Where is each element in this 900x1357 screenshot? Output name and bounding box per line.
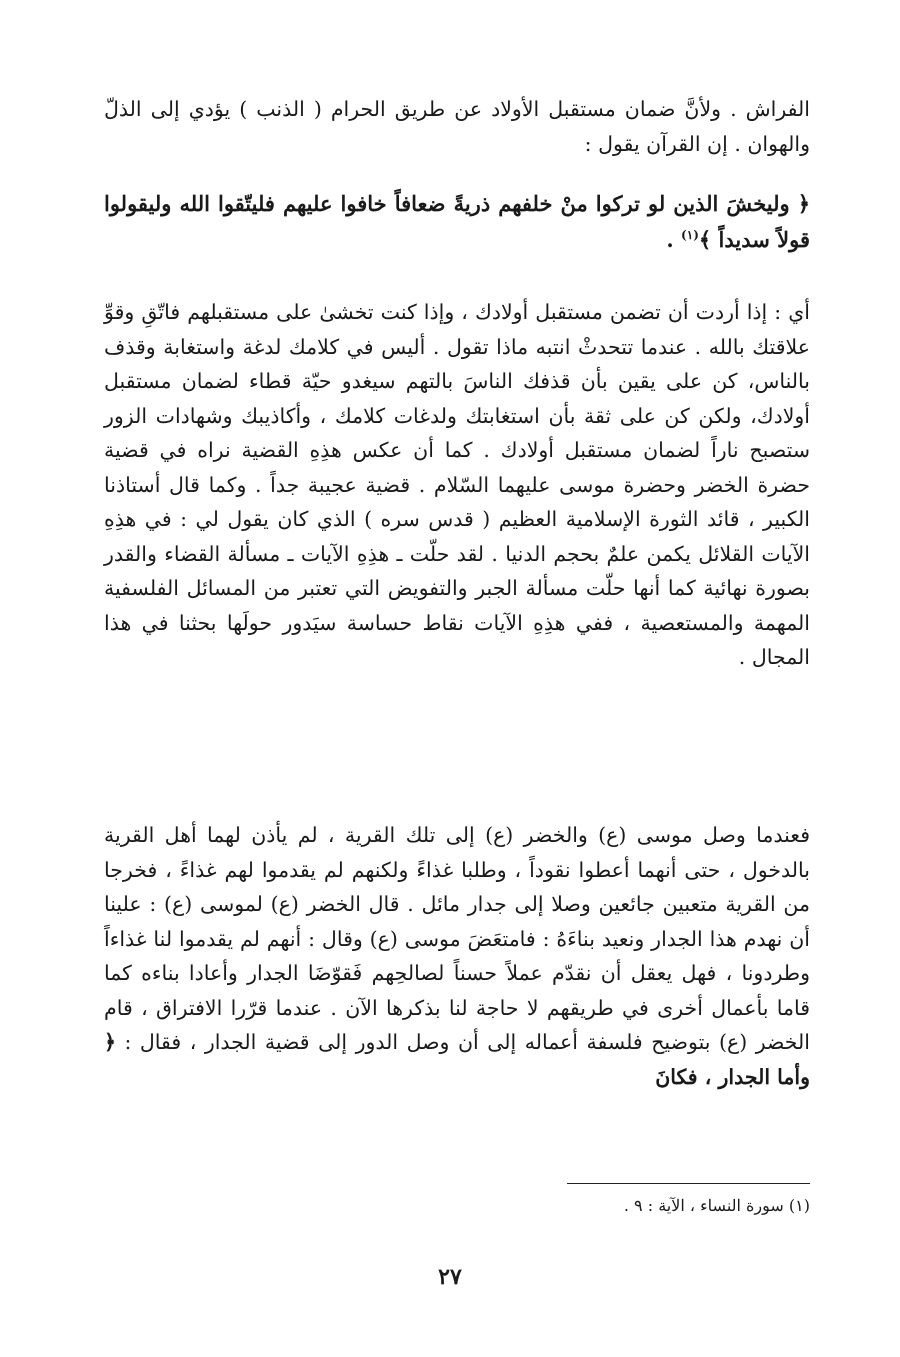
story-verse-start: ﴿ وأما الجدار ، فكانَ [104, 1030, 810, 1089]
commentary-paragraph [104, 295, 810, 675]
intro-paragraph [104, 92, 810, 161]
commentary-text: أي : إذا أردت أن تضمن مستقبل أولادك ، وإذا كنت تخشىٰ على مستقبلهم فاتّقِ وقوِّ علاقتك بالله . عندما تتحدثْ انتبه ماذا تقول . أليس في كلامك لدغة واستغابة وقذف بالناس، كن على يقين بأن قذفك الناسَ بالتهم سيغدو حيّة قطاء لضمان مستقبل أولادك، ولكن كن على ثقة بأن استغابتك ولدغات كلامك ، وأكاذيبك وشهادات الزور ستصبح ناراً لضمان مستقبل أولادك . كما أن عكس هذِهِ القضية نراه في قضية حضرة الخضر وحضرة موسى عليهما السّلام . قضية عجيبة جداً . وكما قال أستاذنا الكبير ، قائد الثورة الإسلامية العظيم ( قدس سره ) الذي كان يقول لي : في هذِهِ الآيات القلائل يكمن علمٌ بحجم الدنيا . لقد حلّت ـ هذِهِ الآيات ـ مسألة القضاء والقدر بصورة نهائية كما أنها حلّت مسألة الجبر والتفويض التي تعتبر من المسائل الفلسفية المهمة والمستعصية ، ففي هذِهِ الآيات نقاط حساسة سيَدور حولَها بحثنا في هذا المجال . [104, 300, 810, 669]
verse-text: ﴿ وليخشَ الذين لو تركوا منْ خلفهم ذريةً ضعافاً خافوا عليهم فليتّقوا الله وليقولوا قولاً سديداً ﴾ [104, 191, 810, 252]
quran-verse [104, 186, 810, 258]
intro-text: الفراش . ولأنَّ ضمان مستقبل الأولاد عن طريق الحرام ( الذنب ) يؤدي إلى الذلّ والهوان . إن القرآن يقول : [104, 97, 810, 156]
footnote-marker: (١) [681, 228, 699, 242]
story-paragraph [104, 818, 810, 1094]
verse-trail: . [666, 227, 682, 252]
page-number: ٢٧ [438, 1264, 462, 1290]
footnote-divider [567, 1183, 810, 1184]
story-text: فعندما وصل موسى (ع) والخضر (ع) إلى تلك القرية ، لم يأذن لهما أهل القرية بالدخول ، حتى أنهما أعطوا نقوداً ، وطلبا غذاءً ولكنهم لم يقدموا لهم غذاءً ، فخرجا من القرية متعبين جائعين وصلا إلى جدار مائل . قال الخضر (ع) لموسى (ع) : علينا أن نهدم هذا الجدار ونعيد بناءَهُ : فامتعَضَ موسى (ع) وقال : أنهم لم يقدموا لنا غذاءاً وطردونا ، فهل يعقل أن نقدّم عملاً حسناً لصالحِهم فَقوّضَا الجدار وأعادا بناءه كما قاما بأعمال أخرى في طريقهم لا حاجة لنا بذكرها الآن . عندما قرّرا الافتراق ، قام الخضر (ع) بتوضيح فلسفة أعماله إلى أن وصل الدور إلى قضية الجدار ، فقال : [104, 823, 810, 1054]
verse-line [104, 186, 810, 258]
footnote: (١) سورة النساء ، الآية : ٩ . [623, 1196, 810, 1215]
story-line [104, 818, 810, 1094]
